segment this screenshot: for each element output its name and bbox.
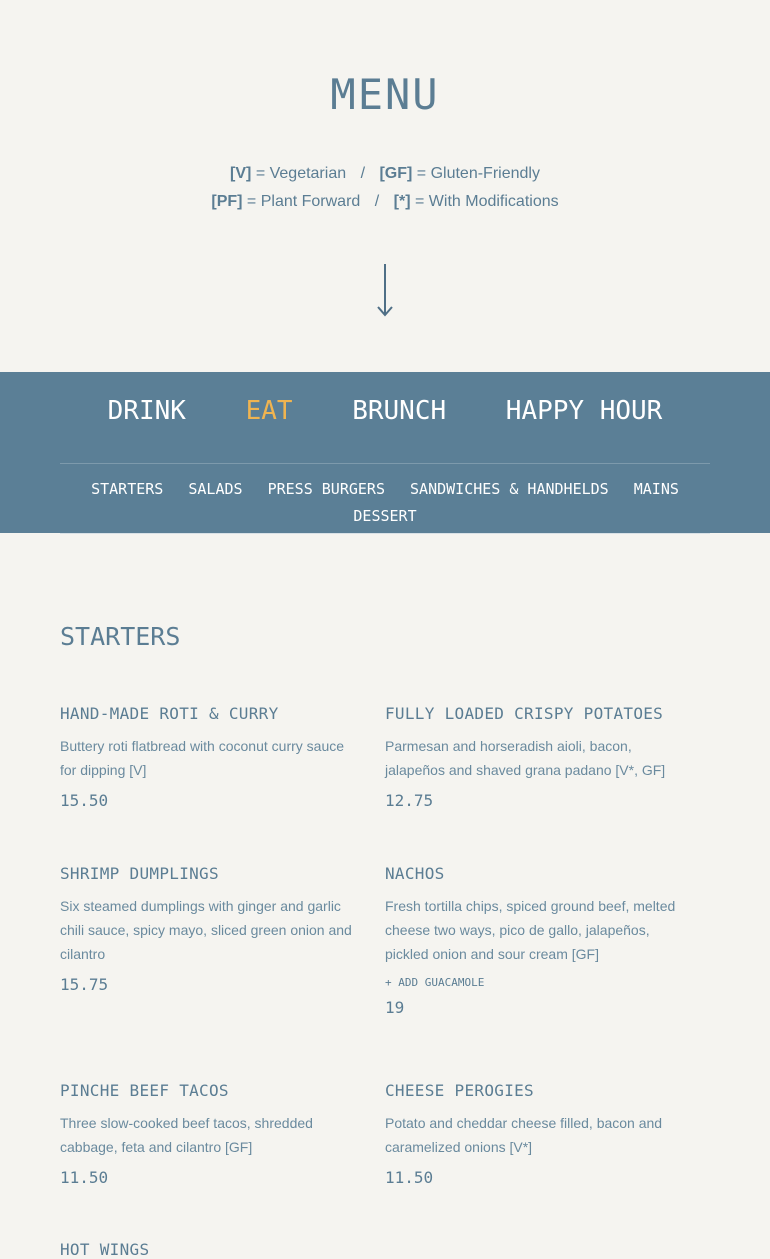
item-description: Six steamed dumplings with ginger and garlic chili sauce, spicy mayo, sliced green onion and cilantro — [60, 898, 352, 962]
menu-item — [60, 864, 356, 994]
legend-code: [*] — [393, 193, 411, 210]
main-nav — [0, 396, 770, 426]
nav-drink[interactable]: DRINK — [107, 396, 186, 426]
item-description: Potato and cheddar cheese filled, bacon and caramelized onions [V*] — [385, 1115, 663, 1155]
menu-item — [60, 1240, 356, 1259]
section-title: STARTERS — [60, 622, 181, 651]
legend-line-2 — [0, 193, 770, 211]
legend-code: [PF] — [211, 193, 243, 210]
menu-item — [385, 1081, 681, 1187]
legend-line-1 — [0, 165, 770, 183]
menu-item — [385, 864, 681, 1017]
sub-nav-wrapper — [60, 463, 710, 534]
menu-item — [60, 1081, 356, 1187]
page-title: MENU — [330, 70, 440, 119]
legend-text: = Gluten-Friendly — [416, 165, 540, 182]
item-name: CHEESE PEROGIES — [385, 1081, 534, 1100]
item-name: PINCHE BEEF TACOS — [60, 1081, 229, 1100]
menu-navigation — [0, 372, 770, 533]
subnav-mains[interactable]: MAINS — [633, 480, 679, 498]
subnav-press-burgers[interactable]: PRESS BURGERS — [267, 480, 385, 498]
item-name: FULLY LOADED CRISPY POTATOES — [385, 704, 664, 723]
item-description: Parmesan and horseradish aioli, bacon, jalapeños and shaved grana padano [V*, GF] — [385, 738, 666, 778]
nav-happy-hour[interactable]: HAPPY HOUR — [505, 396, 663, 426]
item-name: NACHOS — [385, 864, 445, 883]
legend-code: [GF] — [379, 165, 413, 182]
item-description: Buttery roti flatbread with coconut curry sauce for dipping [V] — [60, 738, 345, 778]
item-name: HOT WINGS — [60, 1240, 150, 1259]
legend-separator: / — [374, 193, 380, 210]
subnav-starters[interactable]: STARTERS — [91, 480, 164, 498]
legend-separator: / — [360, 165, 366, 182]
subnav-sandwiches[interactable]: SANDWICHES & HANDHELDS — [410, 480, 609, 498]
item-name: HAND-MADE ROTI & CURRY — [60, 704, 279, 723]
item-price: 15.50 — [60, 791, 109, 810]
nav-eat[interactable]: EAT — [245, 396, 293, 426]
legend-text: = Vegetarian — [255, 165, 347, 182]
item-price: 15.75 — [60, 975, 109, 994]
item-price: 12.75 — [385, 791, 434, 810]
item-description: Fresh tortilla chips, spiced ground beef, melted cheese two ways, pico de gallo, jalapeños, pickled onion and sour cream [GF] — [385, 898, 676, 962]
add-guacamole-option[interactable]: + ADD GUACAMOLE — [385, 976, 485, 989]
item-price: 11.50 — [385, 1168, 434, 1187]
sub-nav — [60, 476, 710, 530]
item-price: 19 — [385, 998, 405, 1017]
item-name: SHRIMP DUMPLINGS — [60, 864, 219, 883]
legend-text: = Plant Forward — [246, 193, 361, 210]
subnav-dessert[interactable]: DESSERT — [353, 507, 417, 525]
legend-text: = With Modifications — [415, 193, 559, 210]
item-description: Three slow-cooked beef tacos, shredded cabbage, feta and cilantro [GF] — [60, 1115, 313, 1155]
menu-item — [60, 704, 356, 810]
legend-code: [V] — [230, 165, 252, 182]
hero — [0, 0, 770, 372]
arrow-down-icon[interactable] — [373, 262, 397, 320]
nav-brunch[interactable]: BRUNCH — [352, 396, 447, 426]
subnav-salads[interactable]: SALADS — [188, 480, 243, 498]
menu-item — [385, 704, 681, 810]
item-price: 11.50 — [60, 1168, 109, 1187]
